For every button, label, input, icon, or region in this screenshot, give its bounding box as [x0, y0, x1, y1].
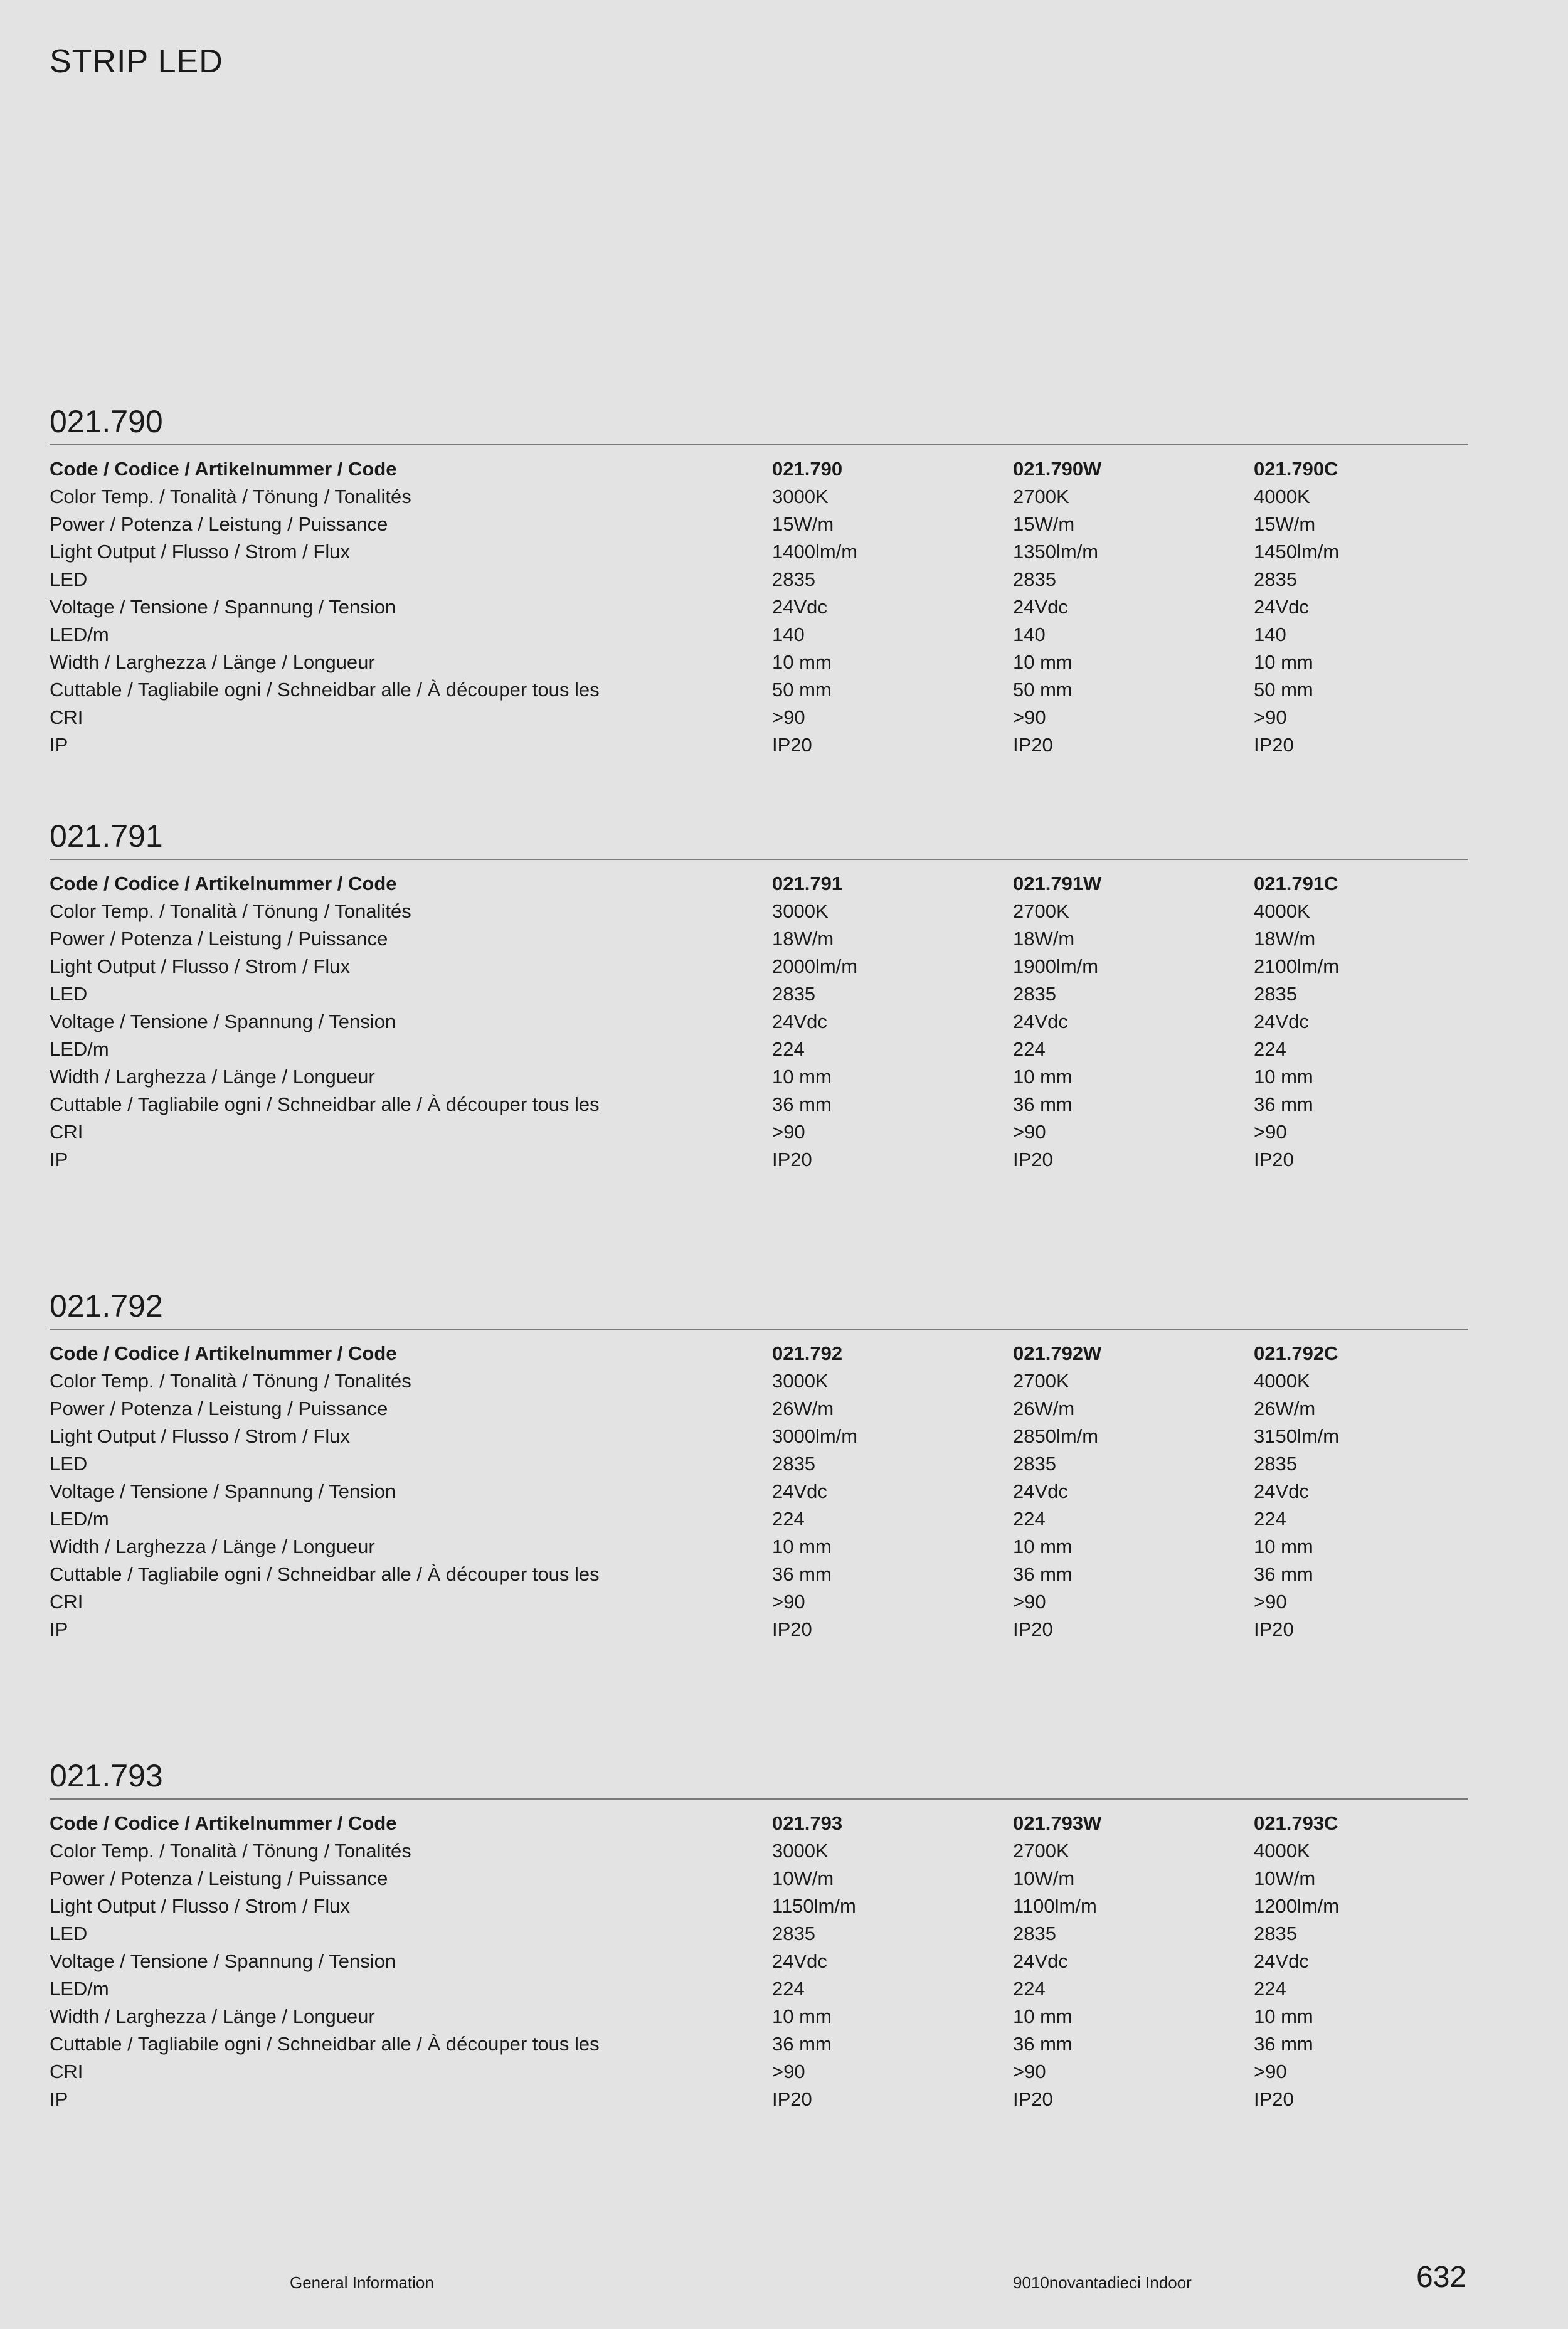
spec-value-warm: 24Vdc — [1013, 1950, 1068, 1972]
spec-label: Code / Codice / Artikelnummer / Code — [50, 873, 397, 894]
spec-value-cool: IP20 — [1254, 734, 1294, 756]
spec-value-warm: 140 — [1013, 623, 1046, 645]
spec-label: CRI — [50, 1591, 83, 1613]
table-row — [50, 621, 1468, 649]
spec-value-standard: 26W/m — [772, 1398, 834, 1419]
spec-value-cool: 4000K — [1254, 1840, 1310, 1862]
spec-label: Code / Codice / Artikelnummer / Code — [50, 458, 397, 480]
spec-value-warm: IP20 — [1013, 1149, 1053, 1170]
spec-value-standard: >90 — [772, 1591, 805, 1613]
spec-value-standard: 2835 — [772, 1923, 815, 1944]
spec-label: IP — [50, 1618, 68, 1640]
spec-label: Power / Potenza / Leistung / Puissance — [50, 1867, 388, 1889]
table-row — [50, 1588, 1468, 1616]
spec-value-cool: 224 — [1254, 1038, 1286, 1060]
table-row — [50, 1146, 1468, 1174]
spec-value-cool: >90 — [1254, 1121, 1287, 1143]
spec-value-warm: 2700K — [1013, 485, 1069, 507]
spec-value-standard: IP20 — [772, 2088, 812, 2110]
spec-label: Cuttable / Tagliabile ogni / Schneidbar alle / À découper tous les — [50, 679, 600, 701]
spec-value-cool: 021.791C — [1254, 873, 1338, 894]
spec-value-cool: 4000K — [1254, 485, 1310, 507]
spec-value-cool: 24Vdc — [1254, 1011, 1309, 1032]
spec-label: CRI — [50, 706, 83, 728]
spec-value-standard: 3000K — [772, 485, 829, 507]
spec-label: IP — [50, 734, 68, 756]
spec-value-warm: 36 mm — [1013, 1563, 1073, 1585]
table-row — [50, 1423, 1468, 1450]
spec-label: LED — [50, 1453, 88, 1475]
spec-label: Voltage / Tensione / Spannung / Tension — [50, 1950, 396, 1972]
table-row — [50, 1118, 1468, 1146]
spec-value-cool: 15W/m — [1254, 513, 1316, 535]
spec-value-cool: 140 — [1254, 623, 1286, 645]
spec-table — [50, 455, 1468, 759]
spec-label: Power / Potenza / Leistung / Puissance — [50, 1398, 388, 1419]
spec-value-standard: 15W/m — [772, 513, 834, 535]
spec-value-warm: 18W/m — [1013, 928, 1075, 950]
spec-value-warm: 10 mm — [1013, 1536, 1073, 1557]
spec-value-warm: IP20 — [1013, 2088, 1053, 2110]
table-header-row — [50, 455, 1468, 483]
spec-value-standard: 24Vdc — [772, 1011, 827, 1032]
spec-value-cool: 2100lm/m — [1254, 955, 1340, 977]
spec-value-standard: 24Vdc — [772, 596, 827, 618]
spec-value-warm: 224 — [1013, 1038, 1046, 1060]
table-row — [50, 2003, 1468, 2030]
spec-value-cool: 36 mm — [1254, 1563, 1313, 1585]
spec-value-warm: 021.793W — [1013, 1812, 1102, 1834]
spec-value-cool: 224 — [1254, 1978, 1286, 2000]
spec-value-cool: 2835 — [1254, 1453, 1297, 1475]
spec-section — [50, 817, 1468, 1174]
spec-value-cool: 2835 — [1254, 983, 1297, 1005]
spec-value-cool: IP20 — [1254, 1618, 1294, 1640]
spec-value-standard: 36 mm — [772, 1093, 832, 1115]
spec-value-standard: 021.791 — [772, 873, 843, 894]
spec-value-cool: 10 mm — [1254, 1536, 1313, 1557]
spec-value-warm: 2700K — [1013, 900, 1069, 922]
spec-value-cool: 10 mm — [1254, 1066, 1313, 1088]
spec-label: Cuttable / Tagliabile ogni / Schneidbar alle / À découper tous les — [50, 1563, 600, 1585]
spec-value-warm: 2700K — [1013, 1840, 1069, 1862]
spec-value-standard: 2835 — [772, 568, 815, 590]
spec-value-cool: 24Vdc — [1254, 596, 1309, 618]
spec-label: LED — [50, 1923, 88, 1944]
table-row — [50, 511, 1468, 538]
spec-value-cool: >90 — [1254, 1591, 1287, 1613]
spec-label: Color Temp. / Tonalità / Tönung / Tonalités — [50, 485, 411, 507]
spec-value-warm: 2835 — [1013, 983, 1056, 1005]
table-row — [50, 1395, 1468, 1423]
spec-value-standard: 3000K — [772, 1840, 829, 1862]
spec-value-cool: >90 — [1254, 706, 1287, 728]
section-heading: 021.792 — [50, 1287, 1468, 1330]
spec-value-warm: 1900lm/m — [1013, 955, 1099, 977]
spec-value-cool: 10W/m — [1254, 1867, 1316, 1889]
table-row — [50, 593, 1468, 621]
spec-value-cool: 2835 — [1254, 568, 1297, 590]
spec-table-body — [50, 455, 1468, 759]
spec-value-cool: IP20 — [1254, 2088, 1294, 2110]
table-row — [50, 566, 1468, 593]
table-row — [50, 731, 1468, 759]
spec-value-warm: 2835 — [1013, 1453, 1056, 1475]
spec-value-warm: 2700K — [1013, 1370, 1069, 1392]
spec-label: Voltage / Tensione / Spannung / Tension — [50, 1011, 396, 1032]
spec-value-standard: IP20 — [772, 1149, 812, 1170]
spec-value-warm: 2835 — [1013, 568, 1056, 590]
spec-value-standard: 1150lm/m — [772, 1895, 856, 1917]
section-heading: 021.791 — [50, 817, 1468, 860]
spec-value-warm: IP20 — [1013, 1618, 1053, 1640]
table-header-row — [50, 870, 1468, 898]
spec-value-standard: 021.792 — [772, 1342, 843, 1364]
table-row — [50, 1036, 1468, 1063]
spec-value-warm: IP20 — [1013, 734, 1053, 756]
spec-value-cool: >90 — [1254, 2061, 1287, 2082]
spec-table — [50, 870, 1468, 1174]
spec-value-cool: 021.790C — [1254, 458, 1338, 480]
spec-value-standard: 1400lm/m — [772, 541, 858, 563]
spec-value-standard: 224 — [772, 1978, 805, 2000]
spec-label: Cuttable / Tagliabile ogni / Schneidbar alle / À découper tous les — [50, 1093, 600, 1115]
spec-value-cool: 4000K — [1254, 1370, 1310, 1392]
table-row — [50, 1478, 1468, 1505]
spec-value-cool: 50 mm — [1254, 679, 1313, 701]
table-row — [50, 1505, 1468, 1533]
spec-value-standard: 2000lm/m — [772, 955, 858, 977]
table-row — [50, 1865, 1468, 1892]
spec-label: Power / Potenza / Leistung / Puissance — [50, 928, 388, 950]
spec-label: Voltage / Tensione / Spannung / Tension — [50, 596, 396, 618]
spec-value-cool: 10 mm — [1254, 2005, 1313, 2027]
spec-value-warm: >90 — [1013, 706, 1046, 728]
spec-value-cool: 3150lm/m — [1254, 1425, 1340, 1447]
spec-value-standard: >90 — [772, 706, 805, 728]
spec-value-standard: 36 mm — [772, 2033, 832, 2055]
spec-value-warm: 10 mm — [1013, 1066, 1073, 1088]
spec-value-warm: 50 mm — [1013, 679, 1073, 701]
spec-value-standard: 2835 — [772, 983, 815, 1005]
spec-value-standard: 021.790 — [772, 458, 843, 480]
spec-label: Light Output / Flusso / Strom / Flux — [50, 541, 350, 563]
spec-value-standard: 3000K — [772, 900, 829, 922]
spec-section — [50, 403, 1468, 759]
spec-label: IP — [50, 1149, 68, 1170]
spec-label: CRI — [50, 1121, 83, 1143]
spec-label: Voltage / Tensione / Spannung / Tension — [50, 1480, 396, 1502]
spec-value-warm: 1350lm/m — [1013, 541, 1099, 563]
spec-table — [50, 1810, 1468, 2113]
spec-value-warm: 24Vdc — [1013, 596, 1068, 618]
spec-value-warm: 10 mm — [1013, 651, 1073, 673]
spec-value-standard: IP20 — [772, 1618, 812, 1640]
spec-value-warm: 10 mm — [1013, 2005, 1073, 2027]
spec-value-standard: 50 mm — [772, 679, 832, 701]
spec-value-warm: 26W/m — [1013, 1398, 1075, 1419]
table-row — [50, 538, 1468, 566]
table-row — [50, 953, 1468, 980]
spec-value-warm: 2850lm/m — [1013, 1425, 1099, 1447]
table-header-row — [50, 1340, 1468, 1367]
spec-value-cool: IP20 — [1254, 1149, 1294, 1170]
spec-value-standard: 24Vdc — [772, 1950, 827, 1972]
spec-value-cool: 24Vdc — [1254, 1480, 1309, 1502]
spec-value-warm: >90 — [1013, 2061, 1046, 2082]
spec-value-standard: 3000lm/m — [772, 1425, 858, 1447]
spec-label: IP — [50, 2088, 68, 2110]
table-row — [50, 704, 1468, 731]
page-title: STRIP LED — [50, 43, 223, 80]
spec-value-standard: 18W/m — [772, 928, 834, 950]
section-heading: 021.793 — [50, 1757, 1468, 1800]
spec-label: Width / Larghezza / Länge / Longueur — [50, 2005, 375, 2027]
spec-value-standard: 36 mm — [772, 1563, 832, 1585]
spec-value-standard: 224 — [772, 1038, 805, 1060]
spec-value-standard: 3000K — [772, 1370, 829, 1392]
spec-value-cool: 36 mm — [1254, 1093, 1313, 1115]
spec-value-cool: 1200lm/m — [1254, 1895, 1340, 1917]
spec-value-warm: 24Vdc — [1013, 1011, 1068, 1032]
spec-value-standard: 24Vdc — [772, 1480, 827, 1502]
spec-label: Width / Larghezza / Länge / Longueur — [50, 651, 375, 673]
table-row — [50, 483, 1468, 511]
table-row — [50, 1837, 1468, 1865]
table-row — [50, 1063, 1468, 1091]
spec-value-standard: 10 mm — [772, 2005, 832, 2027]
spec-label: LED/m — [50, 1508, 109, 1530]
spec-value-cool: 36 mm — [1254, 2033, 1313, 2055]
spec-value-warm: 021.791W — [1013, 873, 1102, 894]
spec-value-cool: 224 — [1254, 1508, 1286, 1530]
spec-label: Light Output / Flusso / Strom / Flux — [50, 1895, 350, 1917]
spec-label: LED — [50, 983, 88, 1005]
table-row — [50, 1561, 1468, 1588]
spec-value-cool: 18W/m — [1254, 928, 1316, 950]
table-row — [50, 1533, 1468, 1561]
spec-value-warm: 021.792W — [1013, 1342, 1102, 1364]
spec-value-standard: 10 mm — [772, 1066, 832, 1088]
spec-table-body — [50, 1810, 1468, 2113]
spec-table-body — [50, 870, 1468, 1174]
spec-label: Cuttable / Tagliabile ogni / Schneidbar alle / À découper tous les — [50, 2033, 600, 2055]
spec-value-standard: 10 mm — [772, 651, 832, 673]
spec-table — [50, 1340, 1468, 1643]
spec-value-standard: 140 — [772, 623, 805, 645]
spec-label: Width / Larghezza / Länge / Longueur — [50, 1536, 375, 1557]
spec-value-warm: 24Vdc — [1013, 1480, 1068, 1502]
spec-value-standard: 10 mm — [772, 1536, 832, 1557]
spec-value-warm: 1100lm/m — [1013, 1895, 1097, 1917]
table-row — [50, 2086, 1468, 2113]
spec-value-warm: 36 mm — [1013, 2033, 1073, 2055]
spec-label: Color Temp. / Tonalità / Tönung / Tonalités — [50, 1840, 411, 1862]
spec-value-cool: 2835 — [1254, 1923, 1297, 1944]
table-row — [50, 925, 1468, 953]
section-heading: 021.790 — [50, 403, 1468, 445]
spec-value-warm: 2835 — [1013, 1923, 1056, 1944]
spec-value-cool: 10 mm — [1254, 651, 1313, 673]
table-row — [50, 1008, 1468, 1036]
spec-value-standard: 224 — [772, 1508, 805, 1530]
spec-label: Light Output / Flusso / Strom / Flux — [50, 955, 350, 977]
spec-value-cool: 1450lm/m — [1254, 541, 1340, 563]
spec-label: LED/m — [50, 623, 109, 645]
table-row — [50, 898, 1468, 925]
table-row — [50, 1892, 1468, 1920]
spec-label: LED/m — [50, 1978, 109, 2000]
table-row — [50, 1920, 1468, 1948]
spec-value-standard: 021.793 — [772, 1812, 843, 1834]
table-row — [50, 980, 1468, 1008]
footer-section-label: General Information — [290, 2273, 434, 2292]
spec-value-cool: 26W/m — [1254, 1398, 1316, 1419]
spec-value-cool: 24Vdc — [1254, 1950, 1309, 1972]
table-row — [50, 1450, 1468, 1478]
spec-label: CRI — [50, 2061, 83, 2082]
spec-value-warm: 224 — [1013, 1978, 1046, 2000]
spec-value-cool: 021.792C — [1254, 1342, 1338, 1364]
spec-label: Color Temp. / Tonalità / Tönung / Tonalités — [50, 900, 411, 922]
spec-label: LED — [50, 568, 88, 590]
spec-value-warm: 15W/m — [1013, 513, 1075, 535]
table-row — [50, 2058, 1468, 2086]
spec-value-warm: 10W/m — [1013, 1867, 1075, 1889]
spec-label: Color Temp. / Tonalità / Tönung / Tonalités — [50, 1370, 411, 1392]
spec-value-standard: 2835 — [772, 1453, 815, 1475]
spec-label: Code / Codice / Artikelnummer / Code — [50, 1812, 397, 1834]
spec-value-warm: 224 — [1013, 1508, 1046, 1530]
spec-value-warm: >90 — [1013, 1121, 1046, 1143]
spec-value-standard: 10W/m — [772, 1867, 834, 1889]
table-row — [50, 1367, 1468, 1395]
spec-value-standard: >90 — [772, 1121, 805, 1143]
spec-label: Light Output / Flusso / Strom / Flux — [50, 1425, 350, 1447]
table-row — [50, 1948, 1468, 1975]
table-row — [50, 1975, 1468, 2003]
spec-label: Code / Codice / Artikelnummer / Code — [50, 1342, 397, 1364]
spec-value-warm: 36 mm — [1013, 1093, 1073, 1115]
table-row — [50, 2030, 1468, 2058]
spec-label: Width / Larghezza / Länge / Longueur — [50, 1066, 375, 1088]
table-row — [50, 676, 1468, 704]
spec-section — [50, 1757, 1468, 2113]
spec-value-cool: 4000K — [1254, 900, 1310, 922]
table-header-row — [50, 1810, 1468, 1837]
page-number: 632 — [1416, 2261, 1467, 2294]
spec-value-standard: >90 — [772, 2061, 805, 2082]
table-row — [50, 649, 1468, 676]
table-row — [50, 1616, 1468, 1643]
spec-section — [50, 1287, 1468, 1643]
spec-value-cool: 021.793C — [1254, 1812, 1338, 1834]
spec-label: LED/m — [50, 1038, 109, 1060]
spec-table-body — [50, 1340, 1468, 1643]
spec-value-warm: 021.790W — [1013, 458, 1102, 480]
footer-brand: 9010novantadieci Indoor — [1013, 2273, 1192, 2292]
spec-label: Power / Potenza / Leistung / Puissance — [50, 513, 388, 535]
table-row — [50, 1091, 1468, 1118]
spec-value-warm: >90 — [1013, 1591, 1046, 1613]
spec-value-standard: IP20 — [772, 734, 812, 756]
